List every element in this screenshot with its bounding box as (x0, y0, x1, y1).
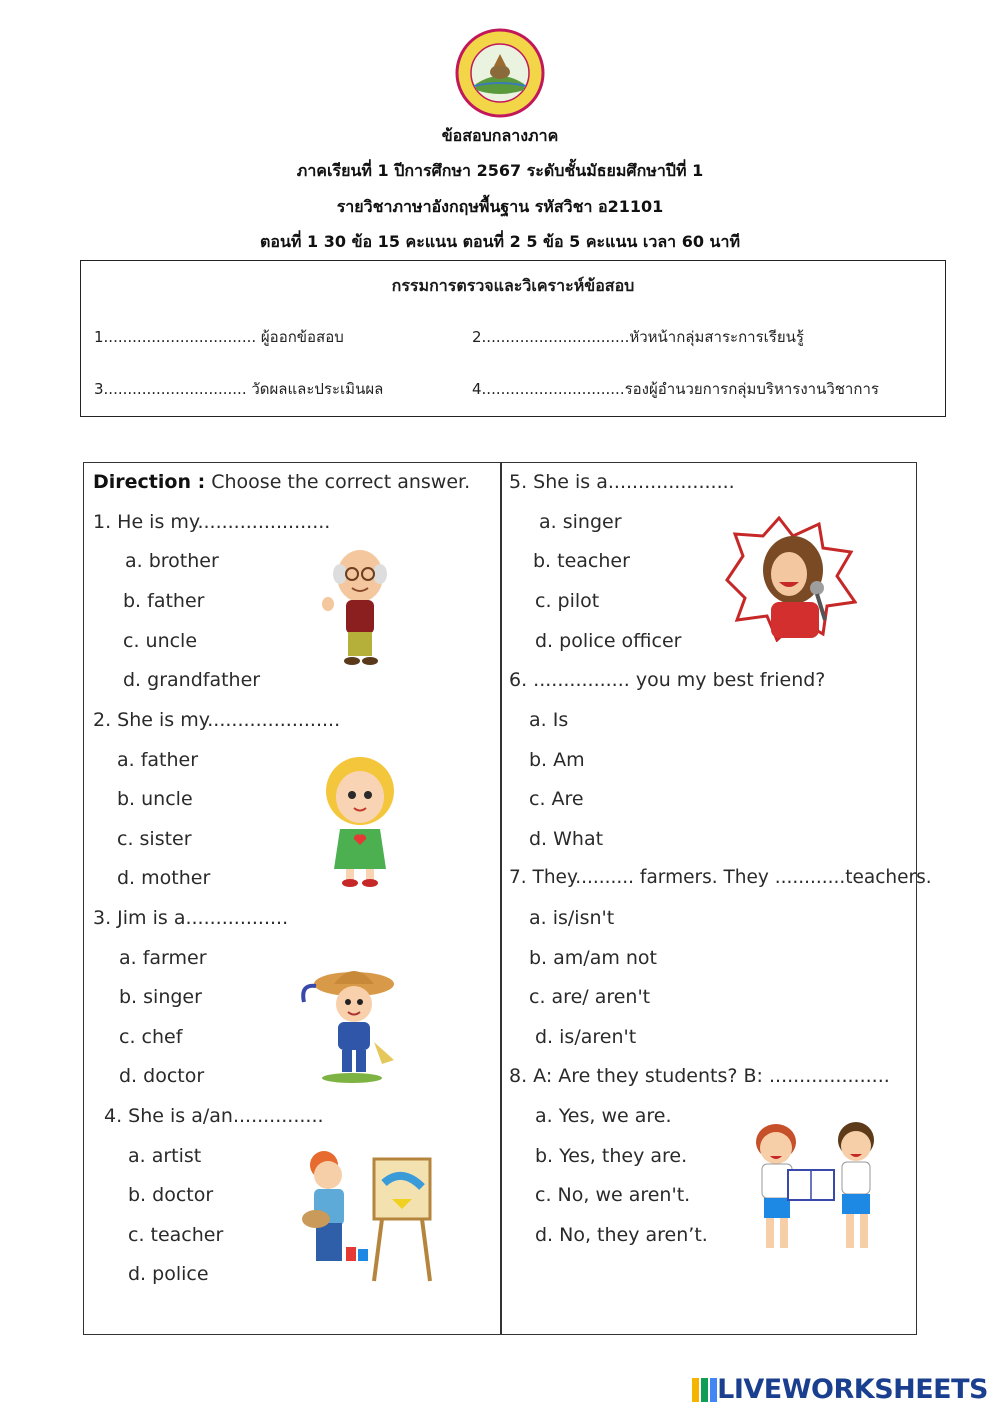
q7-option-b[interactable]: b. am/am not (529, 947, 657, 969)
signature-line-1: 1................................ ผู้ออกข้อสอบ (94, 328, 344, 346)
q5-option-a[interactable]: a. singer (539, 511, 622, 533)
q6-option-a[interactable]: a. Is (529, 709, 569, 731)
question-6: 6. ................ you my best friend? (509, 669, 826, 691)
subject-info: รายวิชาภาษาอังกฤษพื้นฐาน รหัสวิชา อ21101 (336, 197, 664, 216)
question-8: 8. A: Are they students? B: .................... (509, 1065, 890, 1087)
q8-option-a[interactable]: a. Yes, we are. (535, 1105, 672, 1127)
q2-option-c[interactable]: c. sister (117, 828, 192, 850)
q1-option-d[interactable]: d. grandfather (123, 669, 261, 691)
committee-box (80, 260, 946, 417)
q6-option-d[interactable]: d. What (529, 828, 604, 850)
q4-option-c[interactable]: c. teacher (128, 1224, 224, 1246)
signature-line-4: 4..............................รองผู้อำนวยการกลุ่มบริหารงานวิชาการ (472, 380, 879, 398)
q8-option-b[interactable]: b. Yes, they are. (535, 1145, 688, 1167)
exam-title: ข้อสอบกลางภาค (441, 126, 559, 145)
question-7: 7. They.......... farmers. They ............teachers. (509, 867, 932, 888)
q4-option-d[interactable]: d. police (128, 1263, 209, 1285)
liveworksheets-logo-icon (692, 1378, 718, 1402)
q1-option-a[interactable]: a. brother (125, 550, 219, 572)
column-divider (500, 463, 502, 1334)
q3-option-a[interactable]: a. farmer (119, 947, 207, 969)
q2-option-a[interactable]: a. father (117, 749, 199, 771)
direction (93, 471, 470, 493)
q7-option-a[interactable]: a. is/isn't (529, 907, 615, 929)
q1-option-b[interactable]: b. father (123, 590, 205, 612)
q3-option-c[interactable]: c. chef (119, 1026, 183, 1048)
q4-option-a[interactable]: a. artist (128, 1145, 202, 1167)
q1-option-c[interactable]: c. uncle (123, 630, 198, 652)
q8-option-c[interactable]: c. No, we aren't. (535, 1184, 691, 1206)
girl-in-apron-illustration (312, 753, 408, 888)
q7-option-c[interactable]: c. are/ aren't (529, 986, 651, 1008)
q7-option-d[interactable]: d. is/aren't (535, 1026, 637, 1048)
q5-option-c[interactable]: c. pilot (535, 590, 600, 612)
q8-option-d[interactable]: d. No, they aren’t. (535, 1224, 708, 1246)
school-seal-logo (454, 28, 546, 118)
q2-option-d[interactable]: d. mother (117, 867, 211, 889)
signature-line-3: 3.............................. วัดผลและประเมินผล (94, 380, 384, 398)
direction-label: Direction : (93, 471, 206, 493)
committee-title: กรรมการตรวจและวิเคราะห์ข้อสอบ (391, 276, 635, 295)
artist-illustration (298, 1143, 434, 1285)
q6-option-c[interactable]: c. Are (529, 788, 584, 810)
q5-option-d[interactable]: d. police officer (535, 630, 682, 652)
q3-option-d[interactable]: d. doctor (119, 1065, 205, 1087)
q4-option-b[interactable]: b. doctor (128, 1184, 214, 1206)
q6-option-b[interactable]: b. Am (529, 749, 585, 771)
q2-option-b[interactable]: b. uncle (117, 788, 193, 810)
question-3: 3. Jim is a................. (93, 907, 289, 929)
singer-illustration (723, 516, 857, 642)
q3-option-b[interactable]: b. singer (119, 986, 202, 1008)
farmer-boy-illustration (298, 964, 400, 1086)
liveworksheets-brand: LIVEWORKSHEETS (717, 1374, 988, 1405)
question-4: 4. She is a/an............... (104, 1105, 324, 1127)
direction-text: Choose the correct answer. (205, 471, 471, 493)
scoring-info: ตอนที่ 1 30 ข้อ 15 คะแนน ตอนที่ 2 5 ข้อ 5 คะแนน เวลา 60 นาที (259, 232, 741, 251)
question-5: 5. She is a..................... (509, 471, 735, 493)
question-1: 1. He is my...................... (93, 511, 331, 533)
question-2: 2. She is my...................... (93, 709, 341, 731)
signature-line-2: 2...............................หัวหน้ากลุ่มสาระการเรียนรู้ (472, 328, 804, 346)
grandfather-illustration (318, 540, 400, 670)
students-illustration (744, 1116, 890, 1256)
q5-option-b[interactable]: b. teacher (533, 550, 630, 572)
term-info: ภาคเรียนที่ 1 ปีการศึกษา 2567 ระดับชั้นมัธยมศึกษาปีที่ 1 (296, 161, 704, 180)
